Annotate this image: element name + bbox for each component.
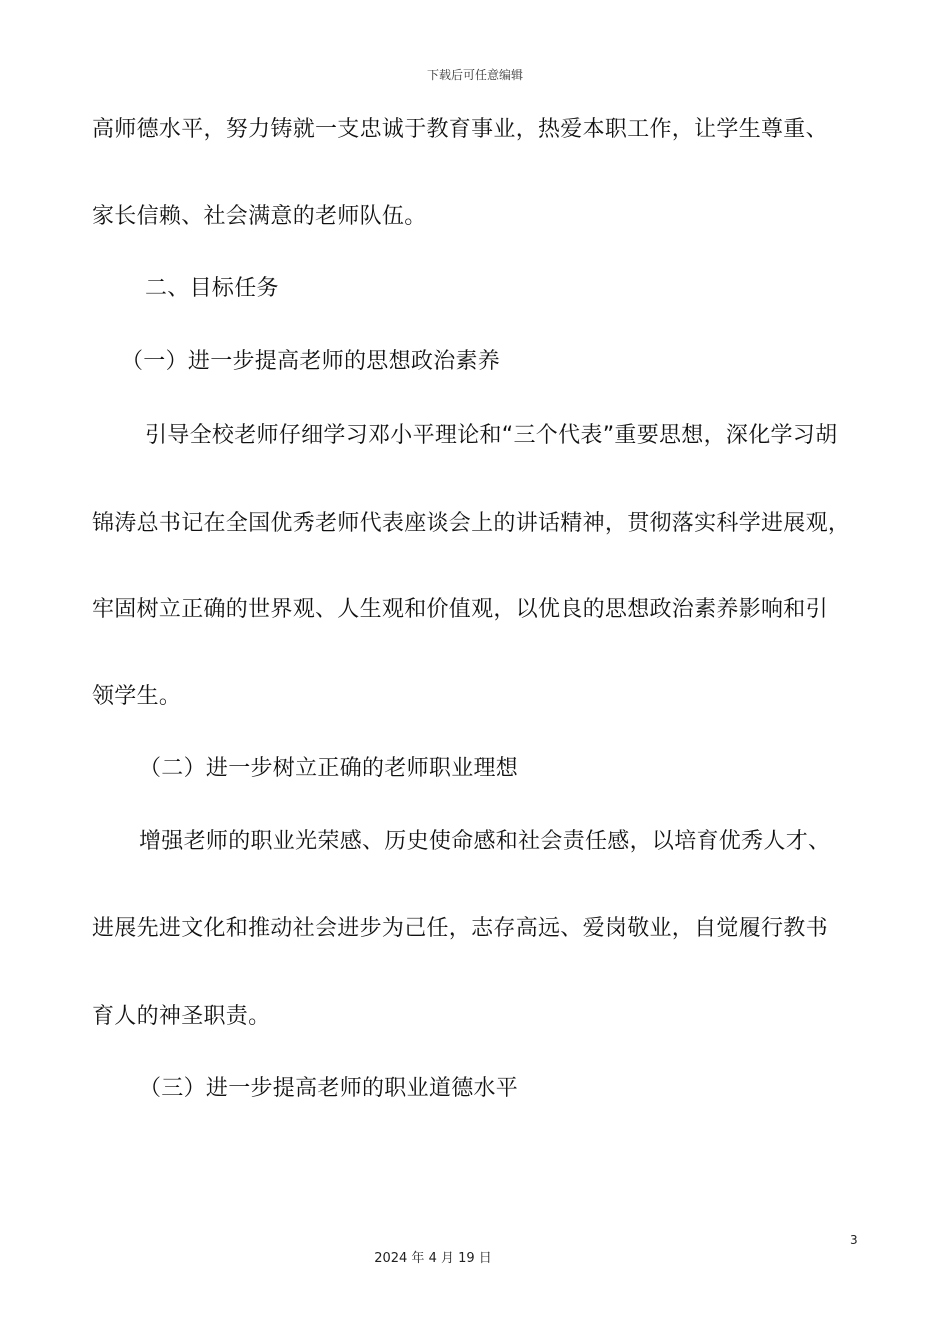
body-line-8: 进展先进文化和推动社会进步为己任，志存高远、爱岗敬业，自觉履行教书 — [92, 916, 828, 941]
page-number: 3 — [850, 1233, 858, 1247]
body-line-5: 牢固树立正确的世界观、人生观和价值观，以优良的思想政治素养影响和引 — [92, 597, 828, 622]
subheading-1: （一）进一步提高老师的思想政治素养 — [121, 349, 501, 374]
subheading-2: （二）进一步树立正确的老师职业理想 — [139, 756, 519, 781]
body-line-6: 领学生。 — [92, 684, 182, 709]
footer-date: 2024 年 4 月 19 日 — [374, 1251, 492, 1266]
body-line-3: 引导全校老师仔细学习邓小平理论和“三个代表”重要思想，深化学习胡 — [145, 423, 838, 448]
section-heading-goals: 二、目标任务 — [145, 276, 279, 301]
subheading-3: （三）进一步提高老师的职业道德水平 — [139, 1076, 519, 1101]
body-line-7: 增强老师的职业光荣感、历史使命感和社会责任感，以培育优秀人才、 — [139, 829, 831, 854]
body-line-1: 高师德水平，努力铸就一支忠诚于教育事业，热爱本职工作，让学生尊重、 — [92, 117, 828, 142]
header-note: 下载后可任意编辑 — [426, 68, 523, 82]
body-line-4: 锦涛总书记在全国优秀老师代表座谈会上的讲话精神，贯彻落实科学进展观， — [92, 511, 851, 536]
body-line-9: 育人的神圣职责。 — [92, 1004, 271, 1029]
body-line-2: 家长信赖、社会满意的老师队伍。 — [92, 204, 427, 229]
